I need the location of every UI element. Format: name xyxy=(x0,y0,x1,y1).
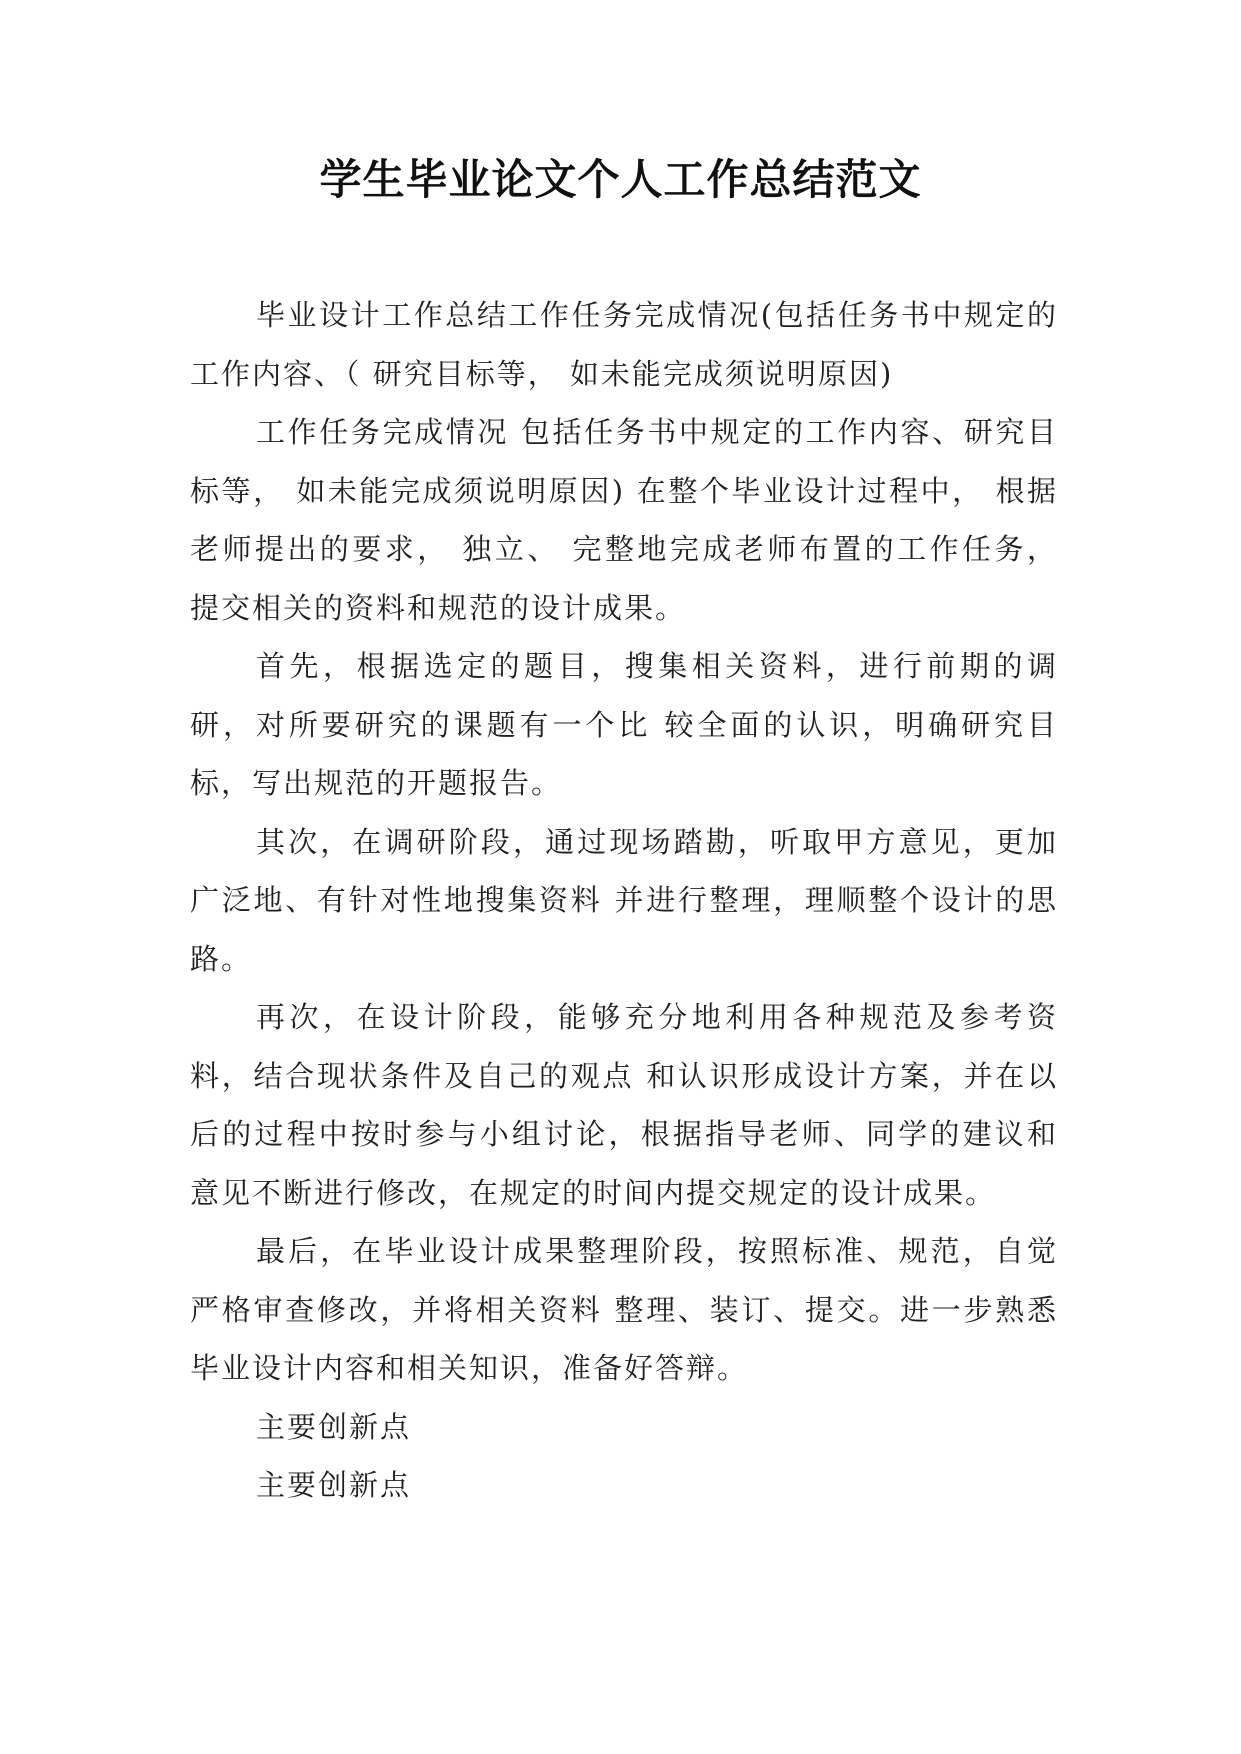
heading-innovation-2: 主要创新点 xyxy=(256,1468,412,1502)
paragraph-task-summary: 毕业设计工作总结工作任务完成情况(包括任务书中规定的工作内容、（ 研究目标等， 如未能完成须说明原因) xyxy=(190,298,1058,391)
document-body xyxy=(190,286,1058,1515)
paragraph-finally: 最后，在毕业设计成果整理阶段，按照标准、规范，自觉严格审查修改，并将相关资料 整理、装订、提交。进一步熟悉毕业设计内容和相关知识，准备好答辩。 xyxy=(190,1234,1058,1385)
paragraph-first: 首先，根据选定的题目，搜集相关资料，进行前期的调研，对所要研究的课题有一个比 较全面的认识，明确研究目标，写出规范的开题报告。 xyxy=(190,649,1058,800)
heading-innovation-1: 主要创新点 xyxy=(256,1409,412,1444)
paragraph-third: 再次，在设计阶段，能够充分地利用各种规范及参考资料，结合现状条件及自己的观点 和认识形成设计方案，并在以后的过程中按时参与小组讨论，根据指导老师、同学的建议和 意见不断进行修改，在规定的时间内提交规定的设计成果。 xyxy=(190,1000,1058,1210)
document-title: 学生毕业论文个人工作总结范文 xyxy=(319,155,922,204)
paragraph-task-completion: 工作任务完成情况 包括任务书中规定的工作内容、研究目标等， 如未能完成须说明原因) 在整个毕业设计过程中， 根据老师提出的要求， 独立、 完整地完成老师布置的工作任务， 提交相关的资料和规范的设计成果。 xyxy=(190,415,1058,625)
paragraph-second: 其次，在调研阶段，通过现场踏勘，听取甲方意见，更加广泛地、有针对性地搜集资料 并进行整理，理顺整个设计的思路。 xyxy=(190,824,1058,976)
